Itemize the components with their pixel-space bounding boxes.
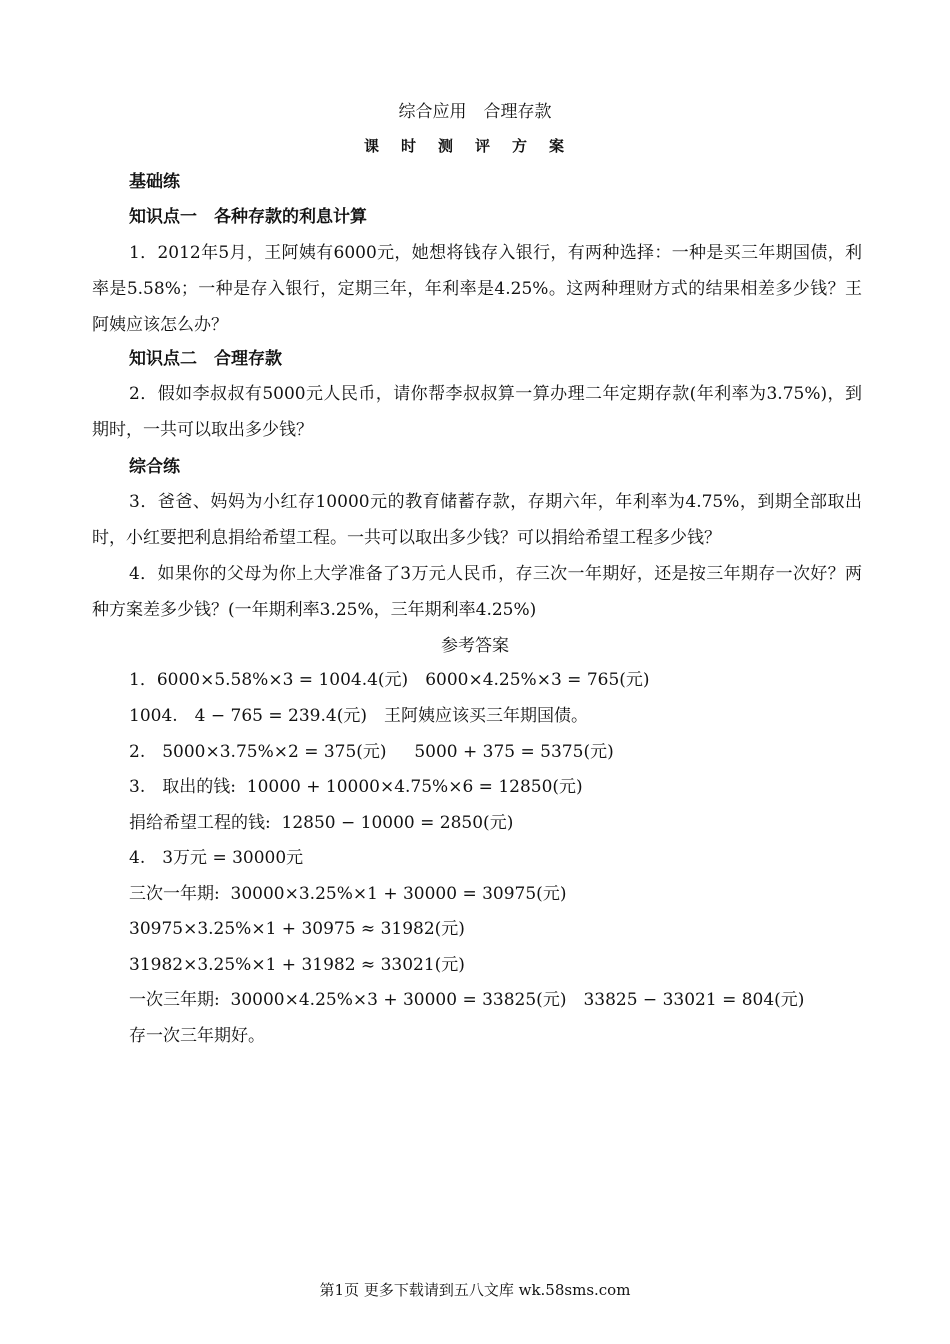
- page-title: 综合应用 合理存款: [398, 102, 552, 122]
- answer-line: 三次一年期: 30000×3.25%×1 + 30000 = 30975(元): [129, 884, 567, 904]
- answer-line: 存一次三年期好。: [129, 1026, 265, 1046]
- answer-line: 捐给希望工程的钱: 12850 − 10000 = 2850(元): [129, 813, 514, 833]
- answer-line: 1004. 4 − 765 = 239.4(元) 王阿姨应该买三年期国债。: [129, 706, 588, 726]
- question-3: 3．爸爸、妈妈为小红存10000元的教育储蓄存款，存期六年，年利率为4.75%，到期全部取出时，小红要把利息捐给希望工程。一共可以取出多少钱？可以捐给希望工程多少钱？: [92, 492, 862, 548]
- question-4: 4．如果你的父母为你上大学准备了3万元人民币，存三次一年期好，还是按三年期存一次好？两种方案差多少钱？(一年期利率3.25%，三年期利率4.25%): [92, 564, 862, 620]
- answer-line: 31982×3.25%×1 + 31982 ≈ 33021(元): [129, 955, 465, 975]
- answer-line: 30975×3.25%×1 + 30975 ≈ 31982(元): [129, 919, 465, 939]
- section-point1: 知识点一 各种存款的利息计算: [129, 207, 367, 227]
- page-footer: 第1页 更多下载请到五八文库 wk.58sms.com: [319, 1281, 631, 1299]
- answer-line: 一次三年期: 30000×4.25%×3 + 30000 = 33825(元) 33825 − 33021 = 804(元): [129, 990, 805, 1010]
- answer-line: 3. 取出的钱: 10000 + 10000×4.75%×6 = 12850(元): [129, 777, 583, 797]
- answers-title: 参考答案: [441, 636, 509, 656]
- section-basic: 基础练: [129, 172, 180, 192]
- answer-line: 4. 3万元 = 30000元: [129, 848, 304, 868]
- answer-line: 2. 5000×3.75%×2 = 375(元) 5000 + 375 = 5375(元): [129, 742, 614, 762]
- page-subtitle: 课时测评方案: [363, 137, 586, 155]
- question-2: 2．假如李叔叔有5000元人民币，请你帮李叔叔算一算办理二年定期存款(年利率为3.75%)，到期时，一共可以取出多少钱？: [92, 384, 862, 440]
- section-comprehensive: 综合练: [129, 457, 180, 477]
- section-point2: 知识点二 合理存款: [129, 349, 282, 369]
- answer-line: 1．6000×5.58%×3 = 1004.4(元) 6000×4.25%×3 = 765(元): [129, 670, 650, 690]
- question-1: 1．2012年5月，王阿姨有6000元，她想将钱存入银行，有两种选择：一种是买三年期国债，利率是5.58%；一种是存入银行，定期三年，年利率是4.25%。这两种理财方式的结果相差多少钱？王阿姨应该怎么办？: [92, 243, 862, 335]
